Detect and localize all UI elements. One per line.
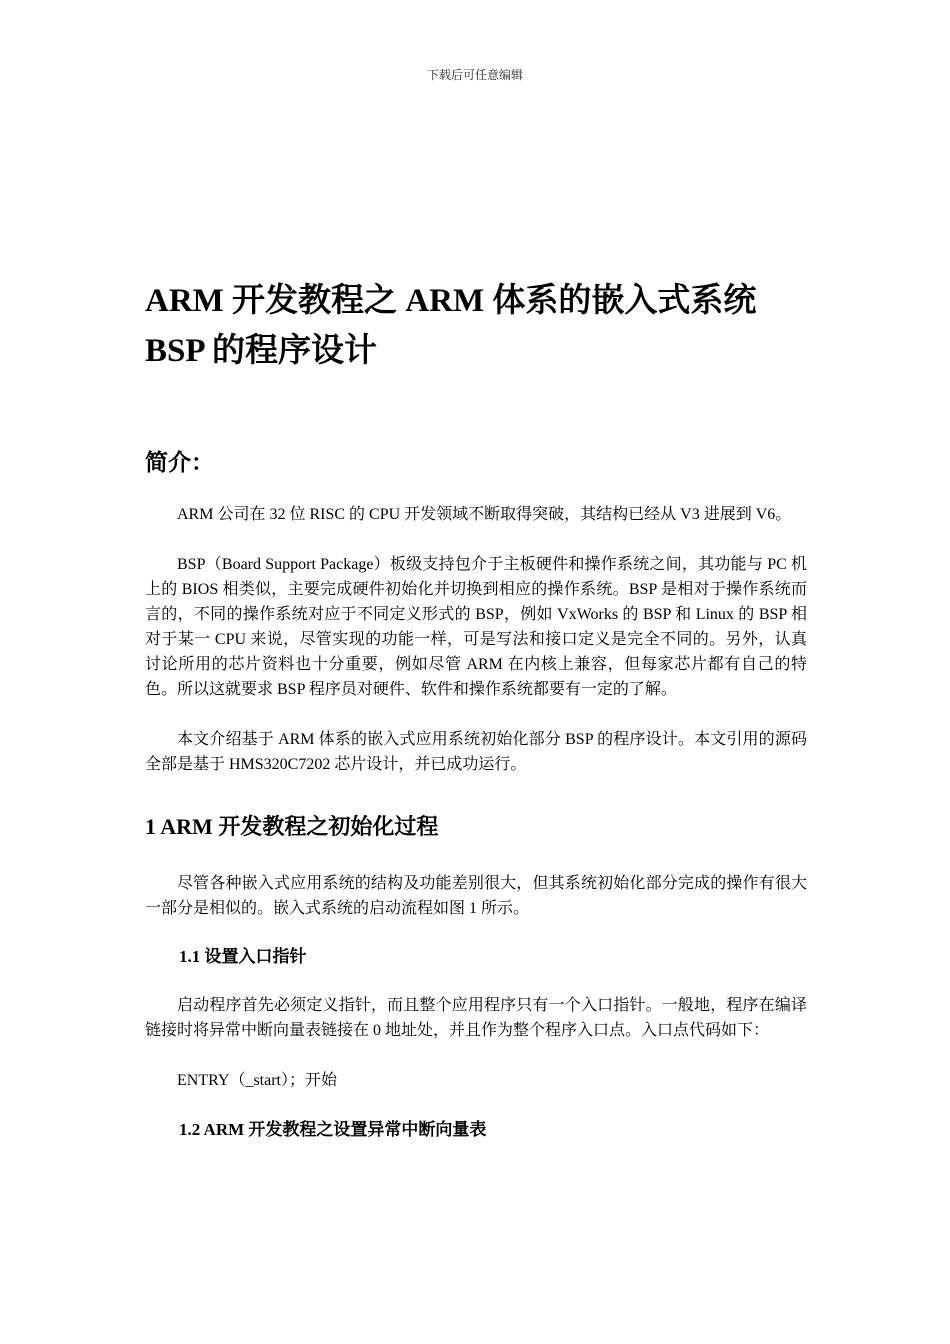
intro-heading: 简介： (145, 450, 214, 475)
page-header-note: 下载后可任意编辑 (426, 68, 523, 82)
document-title: ARM 开发教程之 ARM 体系的嵌入式系统 BSP 的程序设计 (145, 283, 757, 369)
section-1-heading: 1 ARM 开发教程之初始化过程 (145, 814, 439, 839)
subsection-1-2-heading: 1.2 ARM 开发教程之设置异常中断向量表 (179, 1120, 487, 1139)
entry-code-line: ENTRY（_start）；开始 (177, 1072, 337, 1089)
intro-paragraph-2: BSP（Board Support Package）板级支持包介于主板硬件和操作系统之间，其功能与 PC 机上的 BIOS 相类似，主要完成硬件初始化并切换到相应的操作系统。BSP 是相对于操作系统而言的，不同的操作系统对应于不同定义形式的 BSP，例如 VxWorks 的 BSP 和 Linux 的 BSP 相对于某一 CPU 来说，尽管实现的功能一样，可是写法和接口定义是完全不同的。另外，认真讨论所用的芯片资料也十分重要，例如尽管 ARM 在内核上兼容，但每家芯片都有自己的特色。所以这就要求 BSP 程序员对硬件、软件和操作系统都要有一定的了解。 (145, 556, 807, 698)
subsection-1-1-heading: 1.1 设置入口指针 (179, 947, 307, 966)
document-body (145, 276, 807, 1143)
subsection-1-1-paragraph: 启动程序首先必须定义指针，而且整个应用程序只有一个入口指针。一般地，程序在编译链接时将异常中断向量表链接在 0 地址处，并且作为整个程序入口点。入口点代码如下： (145, 997, 807, 1039)
intro-paragraph-1: ARM 公司在 32 位 RISC 的 CPU 开发领域不断取得突破，其结构已经从 V3 进展到 V6。 (177, 506, 792, 523)
section-1-paragraph: 尽管各种嵌入式应用系统的结构及功能差别很大，但其系统初始化部分完成的操作有很大一部分是相似的。嵌入式系统的启动流程如图 1 所示。 (145, 875, 807, 917)
intro-paragraph-3: 本文介绍基于 ARM 体系的嵌入式应用系统初始化部分 BSP 的程序设计。本文引用的源码全部是基于 HMS320C7202 芯片设计，并已成功运行。 (145, 731, 807, 773)
